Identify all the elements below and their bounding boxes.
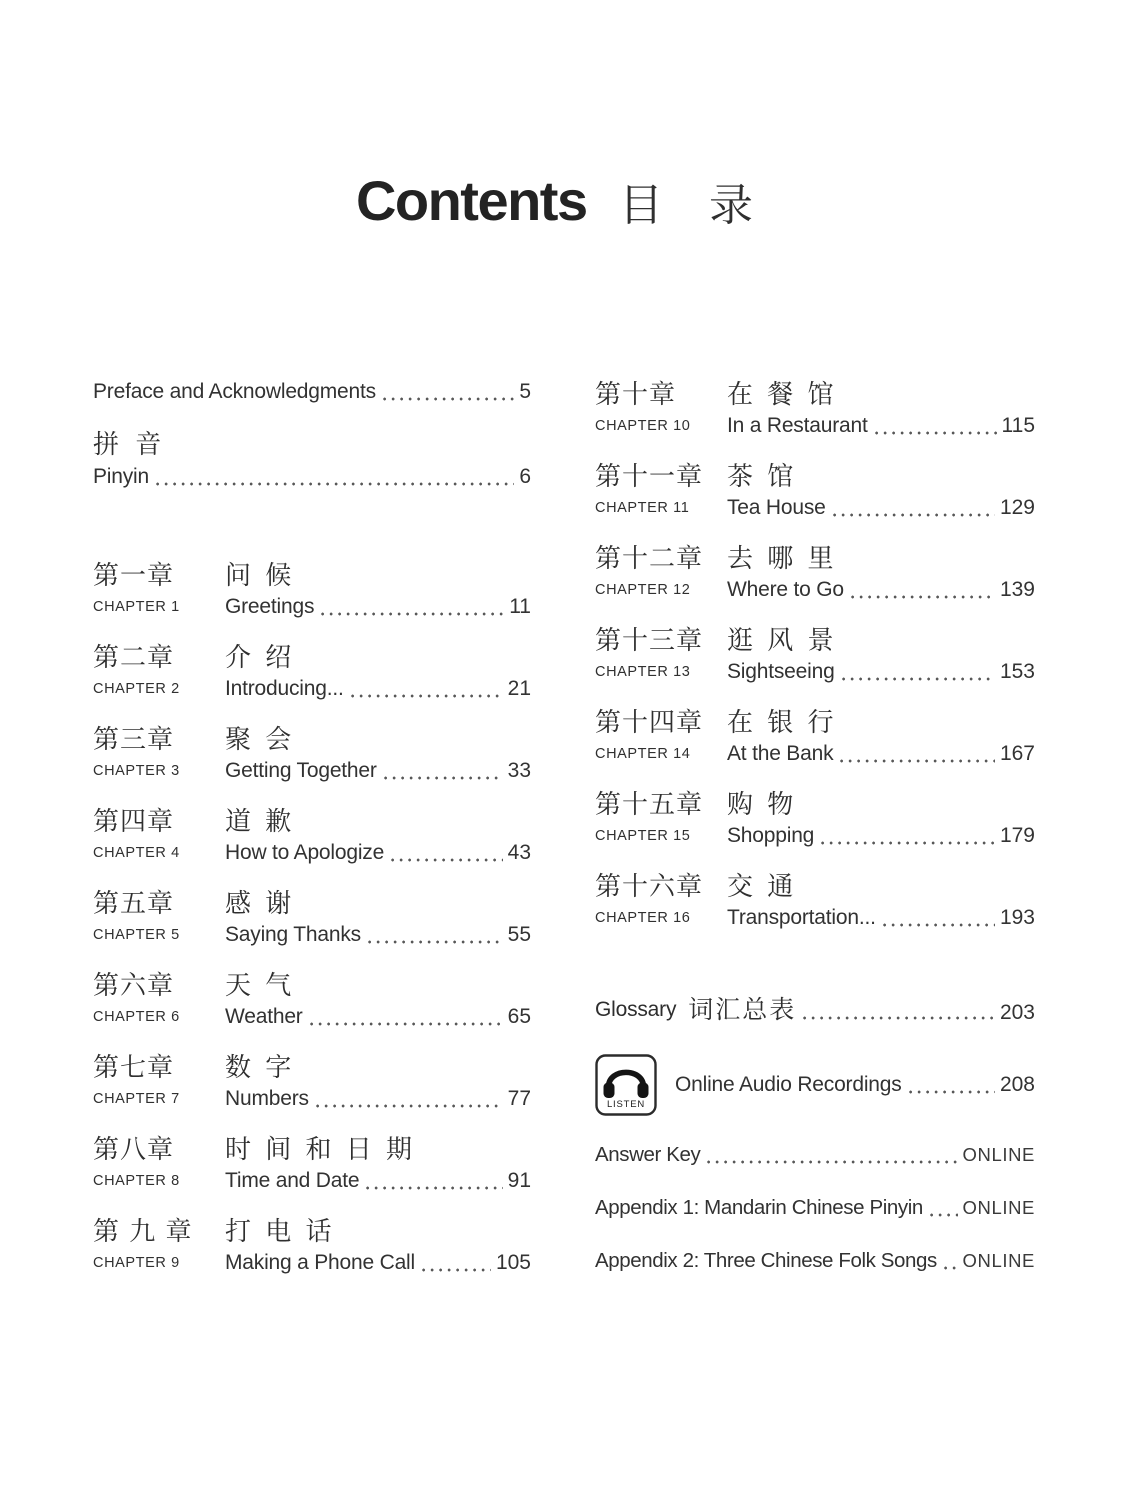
dot-leader — [803, 1016, 995, 1020]
chapter-number-en: CHAPTER 13 — [595, 664, 691, 680]
chapter-number-en: CHAPTER 6 — [93, 1009, 180, 1025]
chapter-title-zh: 逛 风 景 — [727, 626, 837, 656]
dot-leader — [707, 1160, 957, 1164]
toc-chapter-7 — [93, 1051, 531, 1113]
chapter-title-en: Making a Phone Call — [225, 1251, 415, 1274]
page-title-english: Contents — [355, 169, 587, 232]
toc-chapter-3 — [93, 723, 531, 785]
chapter-title-zh: 购 物 — [727, 790, 797, 820]
dot-leader — [821, 841, 995, 845]
toc-entry-preface — [93, 378, 531, 406]
chapter-title-zh: 数 字 — [225, 1053, 295, 1083]
page-title-chinese: 目 录 — [619, 180, 770, 231]
chapter-number-zh: 第八章 — [93, 1135, 175, 1165]
toc-chapter-16 — [595, 870, 1035, 932]
page-number-online: ONLINE — [962, 1250, 1035, 1271]
chapter-number-en: CHAPTER 3 — [93, 763, 180, 779]
chapter-number-en: CHAPTER 1 — [93, 599, 180, 615]
chapter-number-zh: 第十一章 — [595, 462, 704, 492]
page-number: 33 — [507, 759, 531, 782]
chapter-number-en: CHAPTER 15 — [595, 828, 691, 844]
page-number: 179 — [999, 824, 1035, 847]
toc-entry-pinyin — [93, 427, 531, 491]
toc-entry-answer-key — [595, 1141, 1035, 1169]
chapter-number-zh: 第十章 — [595, 380, 677, 410]
chapter-title-en: Weather — [225, 1005, 303, 1028]
glossary-title-zh: 词汇总表 — [688, 995, 797, 1024]
toc-columns — [93, 378, 1035, 1297]
chapter-title-en: How to Apologize — [225, 841, 385, 864]
dot-leader — [316, 1104, 503, 1108]
chapter-title-en: At the Bank — [727, 742, 834, 765]
page-number: 203 — [999, 1001, 1035, 1024]
chapter-title-en: Numbers — [225, 1087, 309, 1110]
toc-entry-appendix-2 — [595, 1247, 1035, 1275]
toc-chapter-11 — [595, 460, 1035, 522]
chapter-number-zh: 第十二章 — [595, 544, 704, 574]
chapter-number-zh: 第五章 — [93, 889, 175, 919]
dot-leader — [366, 1186, 502, 1190]
toc-chapter-9 — [93, 1215, 531, 1277]
chapter-number-en: CHAPTER 11 — [595, 500, 690, 516]
dot-leader — [156, 482, 514, 486]
page-number: 115 — [1001, 414, 1035, 437]
chapter-title-zh: 感 谢 — [225, 889, 295, 919]
page-number: 208 — [999, 1073, 1035, 1096]
chapter-number-zh: 第六章 — [93, 971, 175, 1001]
page-number: 43 — [507, 841, 531, 864]
chapter-number-zh: 第一章 — [93, 561, 175, 591]
toc-entry-appendix-1 — [595, 1194, 1035, 1222]
toc-chapter-2 — [93, 641, 531, 703]
chapter-title-en: Introducing... — [225, 677, 344, 700]
chapter-title-zh: 去 哪 里 — [727, 544, 837, 574]
page-number: 105 — [495, 1251, 531, 1274]
page-number: 21 — [507, 677, 531, 700]
chapter-title-zh: 道 歉 — [225, 807, 295, 837]
chapter-number-en: CHAPTER 7 — [93, 1091, 180, 1107]
toc-chapter-10 — [595, 378, 1035, 440]
page-number: 5 — [519, 380, 531, 403]
toc-chapter-14 — [595, 706, 1035, 768]
page-number: 11 — [509, 595, 531, 618]
page-number: 167 — [999, 742, 1035, 765]
dot-leader — [391, 858, 503, 862]
dot-leader — [909, 1090, 995, 1094]
chapter-title-en: Shopping — [727, 824, 815, 847]
chapter-title-en: Greetings — [225, 595, 315, 618]
chapter-number-zh: 第四章 — [93, 807, 175, 837]
chapter-number-en: CHAPTER 8 — [93, 1173, 180, 1189]
entry-title: Appendix 1: Mandarin Chinese Pinyin — [595, 1196, 923, 1219]
entry-title-zh: 拼 音 — [93, 430, 166, 460]
toc-chapter-6 — [93, 969, 531, 1031]
chapter-title-en: Transportation... — [727, 906, 876, 929]
dot-leader — [840, 759, 995, 763]
page-number: 129 — [999, 496, 1035, 519]
chapter-number-zh: 第三章 — [93, 725, 175, 755]
toc-left-column — [93, 378, 531, 1297]
dot-leader — [422, 1268, 491, 1272]
toc-chapter-1 — [93, 559, 531, 621]
chapter-title-en: Sightseeing — [727, 660, 835, 683]
dot-leader — [842, 677, 995, 681]
dot-leader — [383, 397, 514, 401]
toc-chapter-13 — [595, 624, 1035, 686]
chapter-title-zh: 介 绍 — [225, 643, 295, 673]
page-number: 77 — [507, 1087, 531, 1110]
page-number-online: ONLINE — [962, 1197, 1035, 1218]
page-number: 55 — [507, 923, 531, 946]
chapter-list-right — [595, 378, 1035, 932]
chapter-number-en: CHAPTER 5 — [93, 927, 180, 943]
chapter-number-en: CHAPTER 9 — [93, 1255, 180, 1271]
chapter-number-en: CHAPTER 12 — [595, 582, 691, 598]
dot-leader — [321, 612, 504, 616]
dot-leader — [944, 1266, 958, 1270]
chapter-title-en: Tea House — [727, 496, 826, 519]
dot-leader — [930, 1213, 958, 1217]
chapter-number-zh: 第十三章 — [595, 626, 704, 656]
toc-chapter-4 — [93, 805, 531, 867]
entry-title: Answer Key — [595, 1143, 701, 1166]
chapter-number-en: CHAPTER 2 — [93, 681, 180, 697]
toc-chapter-15 — [595, 788, 1035, 850]
page-number: 91 — [507, 1169, 531, 1192]
page-number: 193 — [999, 906, 1035, 929]
chapter-number-zh: 第十六章 — [595, 872, 704, 902]
entry-title: Appendix 2: Three Chinese Folk Songs — [595, 1249, 937, 1272]
entry-title: Preface and Acknowledgments — [93, 380, 376, 403]
dot-leader — [833, 513, 995, 517]
chapter-list-left — [93, 559, 531, 1277]
chapter-number-zh: 第十四章 — [595, 708, 704, 738]
page-number-online: ONLINE — [962, 1144, 1035, 1165]
page-number: 139 — [999, 578, 1035, 601]
toc-chapter-8 — [93, 1133, 531, 1195]
chapter-title-zh: 聚 会 — [225, 725, 295, 755]
glossary-title-en: Glossary — [595, 998, 677, 1021]
dot-leader — [310, 1022, 503, 1026]
chapter-title-zh: 天 气 — [225, 971, 295, 1001]
chapter-number-en: CHAPTER 4 — [93, 845, 180, 861]
chapter-number-zh: 第二章 — [93, 643, 175, 673]
chapter-title-zh: 问 候 — [225, 561, 295, 591]
chapter-title-zh: 在 银 行 — [727, 708, 837, 738]
listen-headphones-icon — [595, 1054, 657, 1116]
dot-leader — [851, 595, 995, 599]
chapter-title-en: Getting Together — [225, 759, 377, 782]
entry-title: Pinyin — [93, 465, 149, 488]
page-title — [0, 0, 1125, 233]
chapter-title-zh: 在 餐 馆 — [727, 380, 837, 410]
entry-title: Online Audio Recordings — [675, 1073, 902, 1096]
dot-leader — [368, 940, 503, 944]
toc-chapter-12 — [595, 542, 1035, 604]
dot-leader — [875, 431, 997, 435]
toc-entry-glossary — [595, 995, 1035, 1025]
chapter-title-en: Saying Thanks — [225, 923, 361, 946]
chapter-number-zh: 第十五章 — [595, 790, 704, 820]
page-number: 153 — [999, 660, 1035, 683]
chapter-number-en: CHAPTER 10 — [595, 418, 691, 434]
chapter-title-en: Where to Go — [727, 578, 844, 601]
dot-leader — [384, 776, 503, 780]
toc-chapter-5 — [93, 887, 531, 949]
chapter-title-zh: 打 电 话 — [225, 1217, 335, 1247]
toc-entry-audio — [595, 1054, 1035, 1116]
page-number: 6 — [519, 465, 531, 488]
dot-leader — [883, 923, 995, 927]
page-number: 65 — [507, 1005, 531, 1028]
chapter-title-en: Time and Date — [225, 1169, 360, 1192]
chapter-title-zh: 交 通 — [727, 872, 797, 902]
chapter-number-en: CHAPTER 14 — [595, 746, 691, 762]
dot-leader — [351, 694, 503, 698]
chapter-number-en: CHAPTER 16 — [595, 910, 691, 926]
chapter-number-zh: 第 九 章 — [93, 1217, 193, 1247]
chapter-title-zh: 茶 馆 — [727, 462, 797, 492]
chapter-number-zh: 第七章 — [93, 1053, 175, 1083]
toc-right-column — [595, 378, 1035, 1297]
svg-text:LISTEN: LISTEN — [606, 1099, 646, 1110]
chapter-title-en: In a Restaurant — [727, 414, 868, 437]
chapter-title-zh: 时 间 和 日 期 — [225, 1135, 416, 1165]
